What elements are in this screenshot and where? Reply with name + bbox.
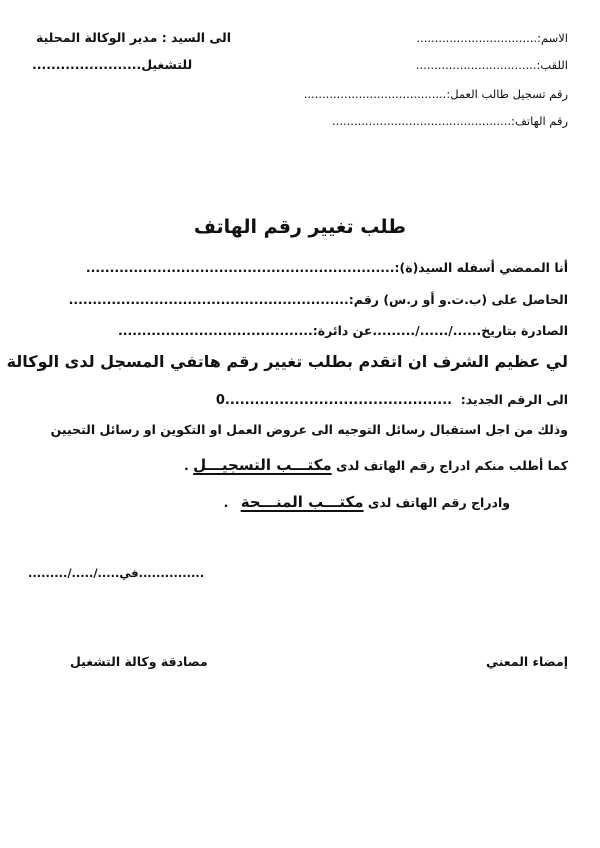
field-surname-value[interactable]: .................................	[415, 58, 537, 72]
new-number-value[interactable]: ..............................................0	[215, 393, 453, 408]
agency-approval-label: مصادقة وكالة التشغيل	[70, 654, 208, 669]
field-name-value[interactable]: .................................	[416, 31, 538, 45]
applicant-signature-label: إمضاء المعني	[486, 654, 568, 669]
grant-request-text: وادراج رقم الهاتف لدى	[367, 495, 510, 510]
field-phone-value[interactable]: .................................................	[332, 114, 512, 128]
registration-request-text: كما أطلب منكم ادراج رقم الهاتف لدى	[335, 458, 568, 473]
recipient-line-2: للتشغيل.......................	[32, 57, 193, 72]
body-line-id-number[interactable]: الحاصل على (ب.ت.و أو ر.س) رقم:...........................................................	[68, 292, 568, 307]
field-job-seeker-number[interactable]	[304, 87, 568, 101]
grant-office: مكتـــب المنـــحة	[240, 493, 364, 511]
body-line-request: لي عظيم الشرف ان اتقدم بطلب تغيير رقم هاتفي المسجل لدى الوكالة	[6, 352, 568, 371]
body-line-issue-date[interactable]: الصادرة بتاريخ....../....../.........عن دائرة:.........................................	[118, 323, 568, 338]
registration-office: مكتـــب التسجيـــل	[193, 456, 332, 474]
field-name-label: الاسم:	[537, 31, 568, 45]
body-line-registration-office	[184, 456, 568, 474]
field-phone-label: رقم الهاتف:	[511, 114, 568, 128]
body-line-signatory[interactable]: أنا الممضي أسفله السيد(ة):.................................................................	[85, 260, 568, 275]
body-line-grant-office	[224, 493, 510, 511]
grant-period: .	[223, 495, 229, 510]
field-job-seeker-number-label: رقم تسجيل طالب العمل:	[446, 87, 568, 101]
field-surname-label: اللقب:	[536, 58, 568, 72]
body-line-new-number[interactable]	[216, 392, 568, 408]
registration-period: .	[184, 458, 189, 473]
body-line-purpose: وذلك من اجل استقبال رسائل التوجيه الى عروض العمل او التكوين او رسائل التحيين	[50, 422, 568, 437]
field-surname[interactable]	[416, 58, 568, 72]
date-line[interactable]: ...............في...../...../.........	[28, 566, 205, 580]
field-phone[interactable]	[332, 114, 568, 128]
page-title: طلب تغيير رقم الهاتف	[193, 216, 407, 238]
field-job-seeker-number-value[interactable]: .......................................	[303, 87, 447, 101]
new-number-label: الى الرقم الجديد:	[460, 392, 568, 407]
field-name[interactable]	[416, 31, 568, 45]
recipient-line-1: الى السيد : مدير الوكالة المحلية	[36, 30, 232, 45]
